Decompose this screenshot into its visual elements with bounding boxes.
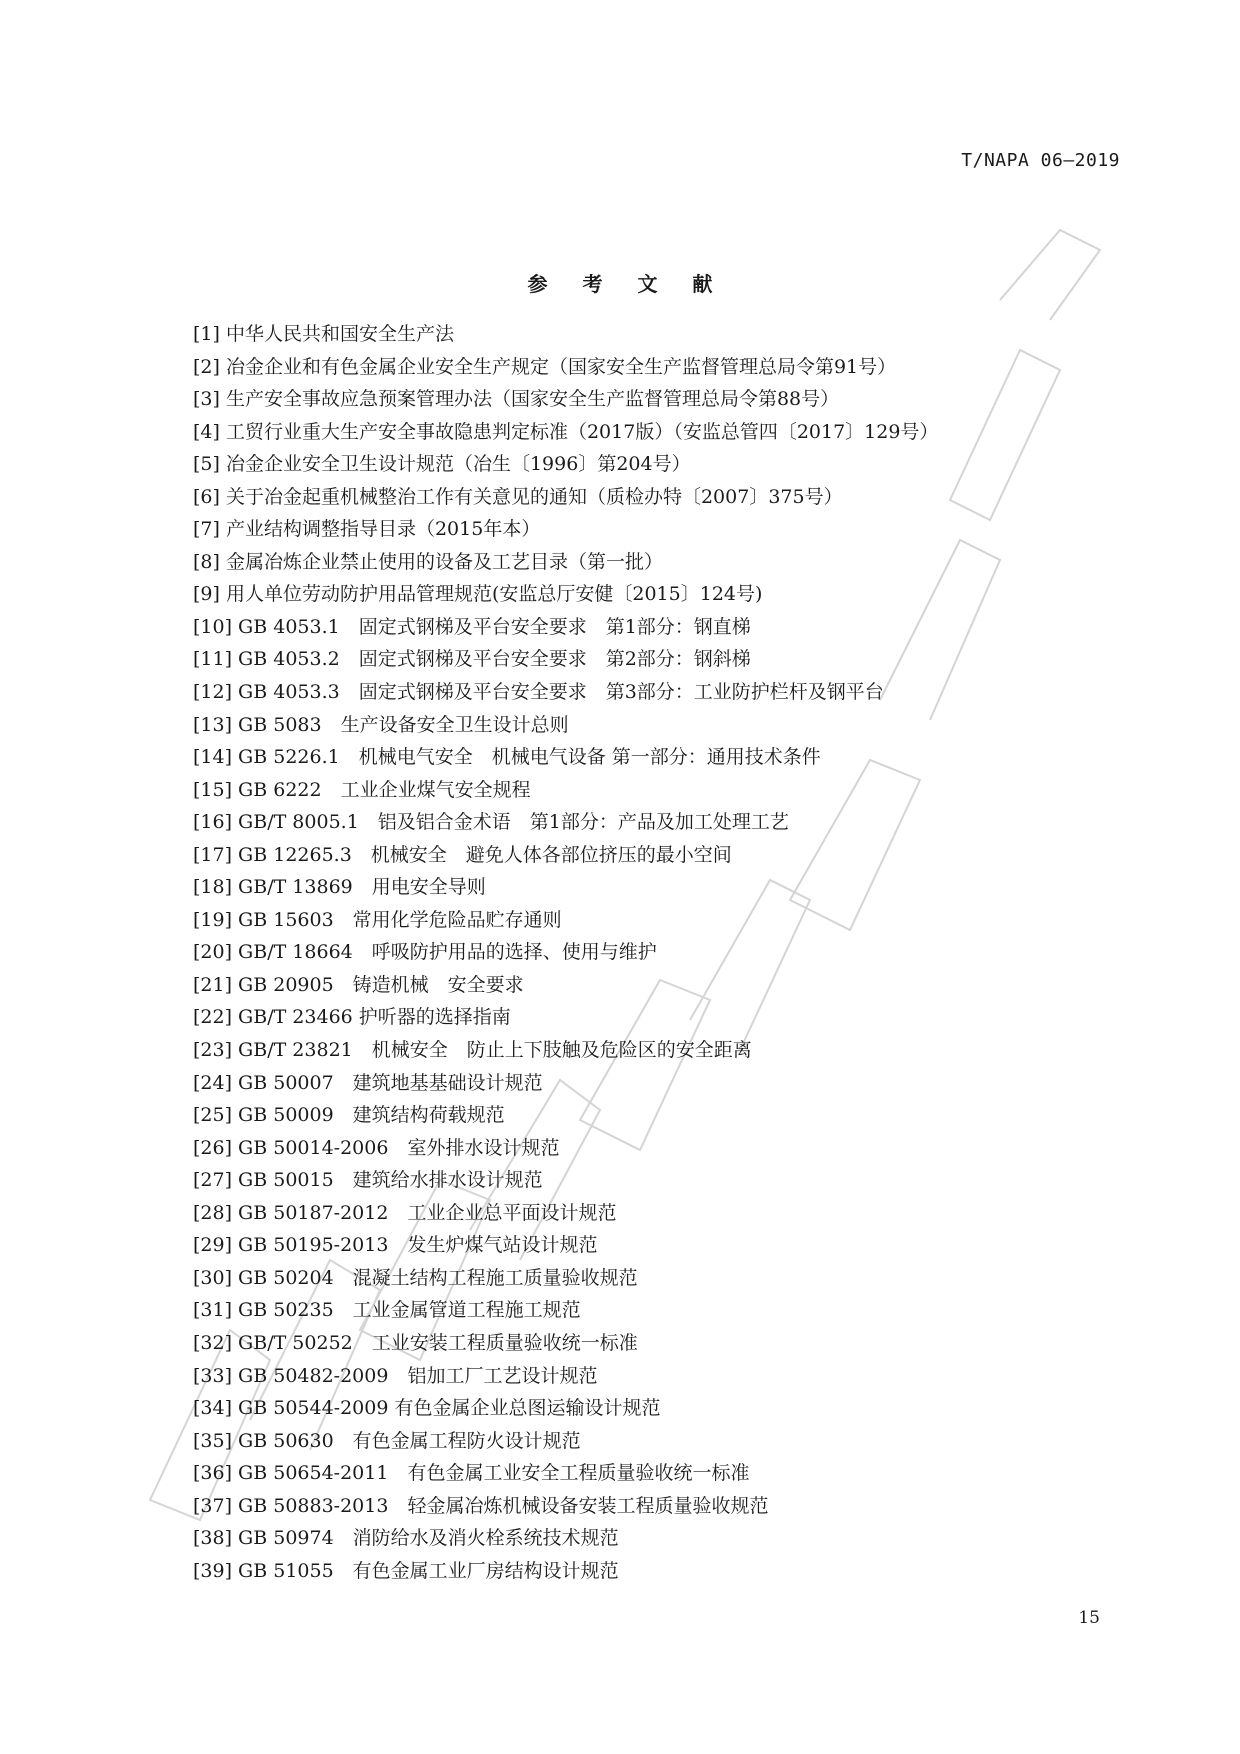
reference-number: [3] <box>193 388 220 411</box>
reference-item <box>193 1327 1093 1360</box>
reference-item <box>193 1294 1093 1327</box>
reference-number: [4] <box>193 420 220 443</box>
reference-text: GB 15603 常用化学危险品贮存通则 <box>232 908 562 931</box>
reference-item <box>193 1067 1093 1100</box>
reference-item <box>193 513 1093 546</box>
reference-number: [6] <box>193 485 220 508</box>
reference-item <box>193 481 1093 514</box>
reference-item <box>193 1132 1093 1165</box>
reference-text: 冶金企业和有色金属企业安全生产规定（国家安全生产监督管理总局令第91号） <box>219 355 897 378</box>
reference-item <box>193 936 1093 969</box>
reference-item <box>193 1392 1093 1425</box>
reference-text: 生产安全事故应急预案管理办法（国家安全生产监督管理总局令第88号） <box>219 388 840 411</box>
reference-item <box>193 318 1093 351</box>
reference-item <box>193 448 1093 481</box>
reference-text: GB/T 50252 工业安装工程质量验收统一标准 <box>232 1331 638 1354</box>
reference-number: [28] <box>193 1201 233 1224</box>
reference-text: 工贸行业重大生产安全事故隐患判定标准（2017版）（安监总管四〔2017〕129号） <box>219 420 939 443</box>
reference-item <box>193 1229 1093 1262</box>
reference-item <box>193 904 1093 937</box>
reference-number: [38] <box>193 1527 233 1550</box>
reference-text: GB 50007 建筑地基基础设计规范 <box>232 1071 543 1094</box>
reference-text: GB 50009 建筑结构荷载规范 <box>232 1104 505 1127</box>
reference-number: [32] <box>193 1331 233 1354</box>
page-title: 参 考 文 献 <box>527 272 727 296</box>
reference-number: [18] <box>193 876 233 899</box>
reference-number: [2] <box>193 355 220 378</box>
reference-item <box>193 578 1093 611</box>
reference-text: 关于冶金起重机械整治工作有关意见的通知（质检办特〔2007〕375号） <box>219 485 843 508</box>
reference-item <box>193 1555 1093 1588</box>
reference-number: [27] <box>193 1169 233 1192</box>
reference-text: GB 50195-2013 发生炉煤气站设计规范 <box>232 1234 598 1257</box>
reference-number: [10] <box>193 615 233 638</box>
document-code: T/NAPA 06—2019 <box>961 150 1120 171</box>
reference-item <box>193 1360 1093 1393</box>
reference-item <box>193 741 1093 774</box>
reference-item <box>193 806 1093 839</box>
reference-number: [8] <box>193 550 220 573</box>
reference-number: [25] <box>193 1104 233 1127</box>
reference-number: [11] <box>193 648 233 671</box>
reference-number: [29] <box>193 1234 233 1257</box>
reference-item <box>193 1425 1093 1458</box>
reference-text: 产业结构调整指导目录（2015年本） <box>219 518 541 541</box>
reference-number: [24] <box>193 1071 233 1094</box>
reference-item <box>193 383 1093 416</box>
reference-number: [33] <box>193 1364 233 1387</box>
page-number: 15 <box>1078 1608 1100 1628</box>
reference-text: 金属冶炼企业禁止使用的设备及工艺目录（第一批） <box>219 550 663 573</box>
reference-item <box>193 839 1093 872</box>
reference-number: [9] <box>193 583 220 606</box>
reference-text: GB 4053.1 固定式钢梯及平台安全要求 第1部分：钢直梯 <box>232 615 751 638</box>
reference-number: [21] <box>193 973 233 996</box>
reference-item <box>193 1099 1093 1132</box>
reference-number: [12] <box>193 681 233 704</box>
reference-item <box>193 1001 1093 1034</box>
reference-text: GB 50974 消防给水及消火栓系统技术规范 <box>232 1527 619 1550</box>
reference-item <box>193 1262 1093 1295</box>
reference-text: 中华人民共和国安全生产法 <box>219 323 454 345</box>
reference-item <box>193 871 1093 904</box>
reference-item <box>193 709 1093 742</box>
reference-text: GB/T 23821 机械安全 防止上下肢触及危险区的安全距离 <box>232 1039 752 1062</box>
reference-number: [22] <box>193 1006 233 1029</box>
reference-number: [35] <box>193 1429 233 1452</box>
reference-text: GB 20905 铸造机械 安全要求 <box>232 973 524 996</box>
reference-number: [13] <box>193 713 233 736</box>
reference-item <box>193 774 1093 807</box>
reference-number: [39] <box>193 1559 233 1582</box>
reference-item <box>193 611 1093 644</box>
reference-number: [1] <box>193 323 220 345</box>
reference-number: [31] <box>193 1299 233 1322</box>
reference-text: GB 50544-2009 有色金属企业总图运输设计规范 <box>232 1397 661 1420</box>
reference-text: GB 50630 有色金属工程防火设计规范 <box>232 1429 581 1452</box>
reference-text: GB 50654-2011 有色金属工业安全工程质量验收统一标准 <box>232 1462 750 1485</box>
reference-text: GB 12265.3 机械安全 避免人体各部位挤压的最小空间 <box>232 843 732 866</box>
reference-item <box>193 1490 1093 1523</box>
reference-number: [26] <box>193 1136 233 1159</box>
reference-item <box>193 969 1093 1002</box>
reference-number: [34] <box>193 1397 233 1420</box>
reference-text: GB 50235 工业金属管道工程施工规范 <box>232 1299 581 1322</box>
reference-text: GB 50482-2009 铝加工厂工艺设计规范 <box>232 1364 598 1387</box>
reference-item <box>193 1457 1093 1490</box>
reference-item <box>193 1197 1093 1230</box>
reference-number: [37] <box>193 1494 233 1517</box>
reference-number: [16] <box>193 811 233 834</box>
reference-text: 用人单位劳动防护用品管理规范(安监总厅安健〔2015〕124号) <box>219 583 763 606</box>
reference-item <box>193 643 1093 676</box>
reference-number: [7] <box>193 518 220 541</box>
reference-text: GB 50187-2012 工业企业总平面设计规范 <box>232 1201 617 1224</box>
reference-number: [17] <box>193 843 233 866</box>
reference-text: GB/T 18664 呼吸防护用品的选择、使用与维护 <box>232 941 657 964</box>
reference-item <box>193 351 1093 384</box>
reference-item <box>193 1522 1093 1555</box>
reference-text: 冶金企业安全卫生设计规范（冶生〔1996〕第204号） <box>219 453 691 476</box>
reference-list <box>193 318 1093 1587</box>
reference-text: GB 50014-2006 室外排水设计规范 <box>232 1136 560 1159</box>
reference-number: [20] <box>193 941 233 964</box>
reference-text: GB 4053.3 固定式钢梯及平台安全要求 第3部分：工业防护栏杆及钢平台 <box>232 681 884 704</box>
reference-text: GB 50204 混凝土结构工程施工质量验收规范 <box>232 1266 638 1289</box>
reference-text: GB 5226.1 机械电气安全 机械电气设备 第一部分：通用技术条件 <box>232 746 821 769</box>
reference-text: GB 6222 工业企业煤气安全规程 <box>232 778 531 801</box>
reference-text: GB 5083 生产设备安全卫生设计总则 <box>232 713 569 736</box>
reference-number: [5] <box>193 453 220 476</box>
reference-text: GB 51055 有色金属工业厂房结构设计规范 <box>232 1559 619 1582</box>
reference-text: GB 50883-2013 轻金属冶炼机械设备安装工程质量验收规范 <box>232 1494 769 1517</box>
reference-item <box>193 416 1093 449</box>
reference-item <box>193 1164 1093 1197</box>
reference-number: [23] <box>193 1039 233 1062</box>
reference-text: GB/T 13869 用电安全导则 <box>232 876 486 899</box>
reference-number: [19] <box>193 908 233 931</box>
reference-item <box>193 546 1093 579</box>
reference-number: [15] <box>193 778 233 801</box>
reference-text: GB/T 23466 护听器的选择指南 <box>232 1006 511 1029</box>
reference-text: GB 4053.2 固定式钢梯及平台安全要求 第2部分：钢斜梯 <box>232 648 751 671</box>
reference-text: GB 50015 建筑给水排水设计规范 <box>232 1169 543 1192</box>
reference-number: [14] <box>193 746 233 769</box>
reference-item <box>193 1034 1093 1067</box>
reference-number: [36] <box>193 1462 233 1485</box>
reference-text: GB/T 8005.1 铝及铝合金术语 第1部分：产品及加工处理工艺 <box>232 811 789 834</box>
reference-item <box>193 676 1093 709</box>
reference-number: [30] <box>193 1266 233 1289</box>
